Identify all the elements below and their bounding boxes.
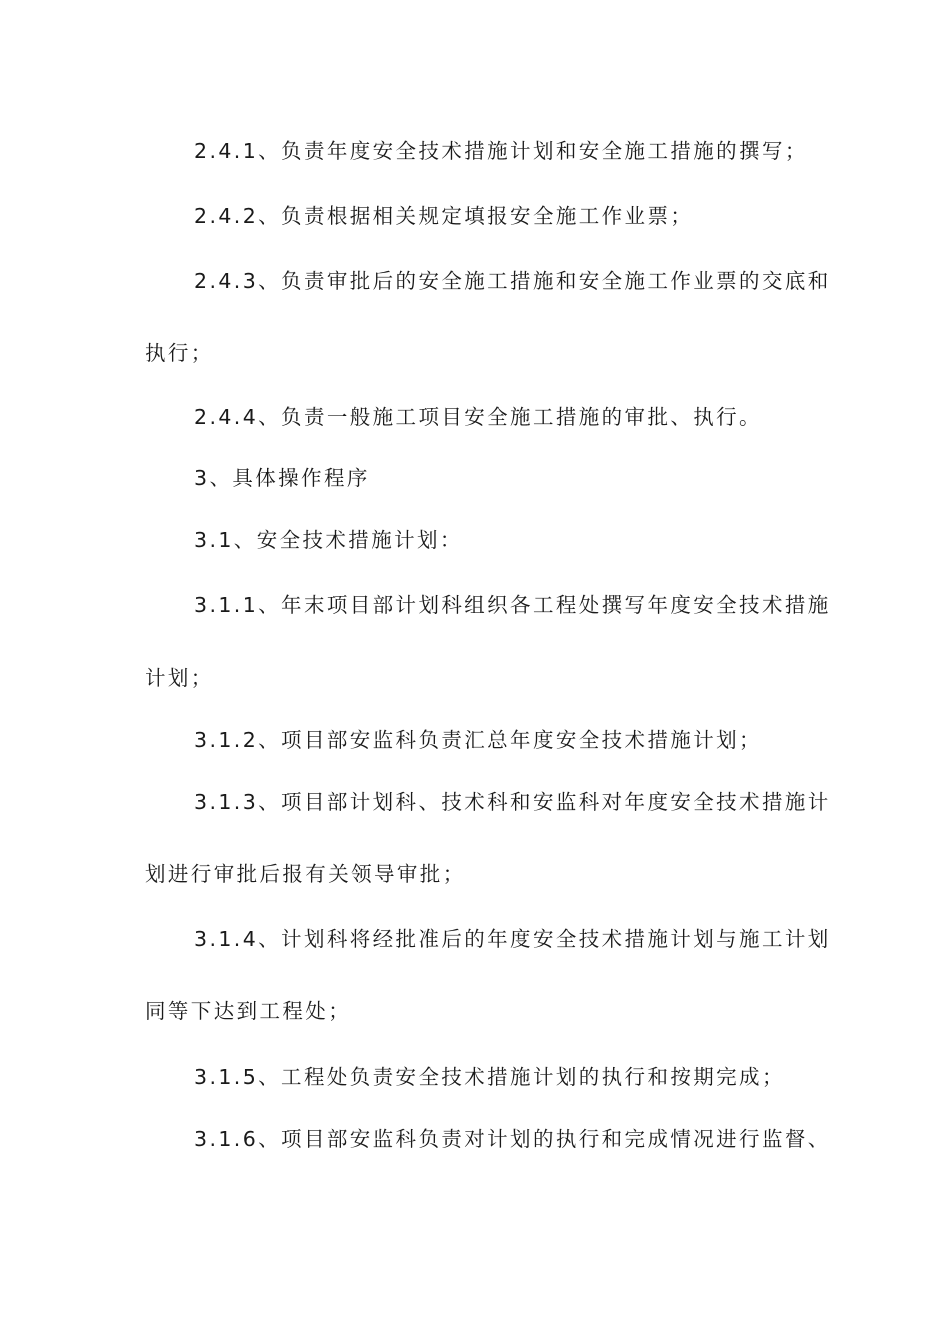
section-heading-3: 3、具体操作程序 — [194, 466, 370, 490]
paragraph-3-1-3: 3.1.3、项目部计划科、技术科和安监科对年度安全技术措施计 — [194, 790, 831, 814]
paragraph-2-4-3-continuation: 执行； — [145, 341, 214, 365]
paragraph-3-1-1-continuation: 计划； — [145, 666, 214, 690]
paragraph-2-4-3: 2.4.3、负责审批后的安全施工措施和安全施工作业票的交底和 — [194, 269, 831, 293]
subsection-heading-3-1: 3.1、安全技术措施计划： — [194, 528, 463, 552]
paragraph-3-1-2: 3.1.2、项目部安监科负责汇总年度安全技术措施计划； — [194, 728, 762, 752]
paragraph-3-1-4-continuation: 同等下达到工程处； — [145, 999, 352, 1023]
paragraph-3-1-5: 3.1.5、工程处负责安全技术措施计划的执行和按期完成； — [194, 1065, 785, 1089]
paragraph-3-1-6: 3.1.6、项目部安监科负责对计划的执行和完成情况进行监督、 — [194, 1127, 831, 1151]
paragraph-3-1-3-continuation: 划进行审批后报有关领导审批； — [145, 862, 466, 886]
paragraph-2-4-4: 2.4.4、负责一般施工项目安全施工措施的审批、执行。 — [194, 405, 762, 429]
paragraph-3-1-4: 3.1.4、计划科将经批准后的年度安全技术措施计划与施工计划 — [194, 927, 831, 951]
paragraph-2-4-1: 2.4.1、负责年度安全技术措施计划和安全施工措施的撰写； — [194, 139, 808, 163]
paragraph-3-1-1: 3.1.1、年末项目部计划科组织各工程处撰写年度安全技术措施 — [194, 593, 831, 617]
paragraph-2-4-2: 2.4.2、负责根据相关规定填报安全施工作业票； — [194, 204, 694, 228]
